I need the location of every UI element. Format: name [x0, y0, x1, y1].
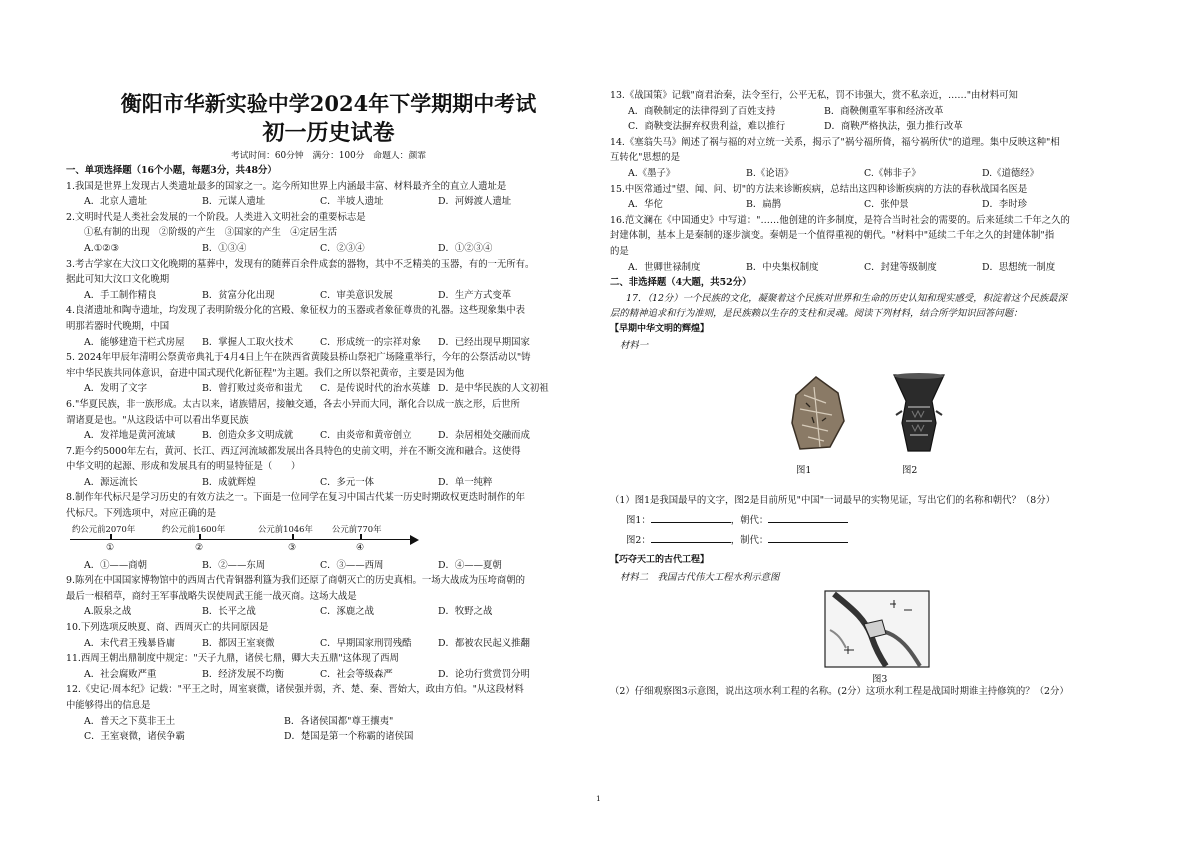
question-3-cont: 据此可知大汶口文化晚期 — [66, 274, 170, 286]
option: C．涿鹿之战 — [320, 606, 375, 618]
question-3: 3.考古学家在大汶口文化晚期的墓葬中，发现有的随葬百余件成套的器物，其中不乏精美的玉器，有的一无所有。 — [66, 258, 535, 270]
answer-line-2 — [610, 532, 1170, 549]
option: C．商鞅变法摒弃权贵利益，难以推行 — [628, 121, 786, 133]
options-q12-row2 — [66, 729, 591, 745]
option: A．源远流长 — [84, 476, 138, 488]
exam-meta: 考试时间：60分钟 满分：100分 命题人：颜霏 — [230, 151, 427, 161]
option: B．元谋人遗址 — [202, 196, 266, 208]
option: B．贫富分化出现 — [202, 289, 275, 301]
options-q4 — [66, 335, 591, 351]
question-9-cont: 最后一根稻草，商纣王军事战略失误使周武王能一战灭商。这场大战是 — [66, 590, 357, 602]
question-17-1: （1）图1是我国最早的文字，图2是目前所见"中国"一词最早的实物见证，写出它们的名称和朝代？（8分） — [610, 495, 1055, 507]
option: C．王室衰微，诸侯争霸 — [84, 731, 185, 743]
option: D．是中华民族的人文初祖 — [438, 383, 549, 395]
exam-subtitle: 初一历史试卷 — [262, 120, 395, 146]
page-number: 1 — [596, 794, 601, 803]
option: D．都被农民起义推翻 — [438, 637, 530, 649]
oracle-bone-image — [786, 373, 848, 453]
option: C．审美意识发展 — [320, 289, 393, 301]
heading-early-civilization: 【早期中华文明的辉煌】 — [610, 323, 710, 334]
figure-2-label: 图2 — [902, 465, 918, 477]
option: B．②——东周 — [202, 559, 266, 571]
timeline-label: 约公元前2070年 — [72, 523, 136, 534]
question-5: 5. 2024年甲辰年清明公祭黄帝典礼于4月4日上午在陕西省黄陵县桥山祭祀广场隆重举行，今年的公祭活动以"铸 — [66, 352, 531, 364]
option: D．楚国是第一个称霸的诸侯国 — [284, 731, 414, 743]
options-q11 — [66, 667, 591, 683]
answer-blank[interactable] — [768, 512, 848, 523]
section-1-title: 一、单项选择题（16个小题，每题3分，共48分） — [66, 165, 277, 176]
question-8-cont: 代标尺。下列选项中，对应正确的是 — [66, 508, 217, 520]
water-project-map-image — [824, 590, 930, 668]
option: A.《墨子》 — [628, 167, 676, 179]
question-2: 2.文明时代是人类社会发展的一个阶段。人类进入文明社会的重要标志是 — [66, 211, 366, 223]
option: D．杂居相处交融而成 — [438, 430, 530, 442]
option: D.《道德经》 — [982, 167, 1040, 179]
timeline-ruler — [66, 522, 426, 558]
options-q5 — [66, 381, 591, 397]
answer-1-prefix: 图1： — [626, 514, 651, 526]
question-5-cont: 牢中华民族共同体意识，奋进中国式现代化新征程"为主题。我们之所以祭祀黄帝，主要是因为他 — [66, 367, 465, 379]
question-17-intro: 17．（12分）一个民族的文化，凝聚着这个民族对世界和生命的历史认知和现实感受，积淀着这个民族最深 — [626, 292, 1068, 304]
option: B．经济发展不均衡 — [202, 668, 284, 680]
option: A．发祥地是黄河流域 — [84, 430, 176, 442]
bronze-vessel-image — [892, 371, 946, 455]
figure-3-label: 图3 — [872, 674, 888, 686]
timeline-label: 公元前1046年 — [258, 523, 313, 534]
option: D．①②③④ — [438, 242, 493, 254]
option: C．形成统一的宗祥对象 — [320, 336, 421, 348]
option: B．曾打败过炎帝和蚩尤 — [202, 383, 303, 395]
timeline-mark: ① — [106, 542, 115, 553]
option: A.阪泉之战 — [84, 606, 132, 618]
option: D．牧野之战 — [438, 606, 493, 618]
option: A．社会腐败严重 — [84, 668, 157, 680]
option: A．末代君王残暴昏庸 — [84, 637, 176, 649]
timeline-mark: ④ — [356, 542, 365, 553]
question-14-cont: 互转化"思想的是 — [610, 152, 680, 164]
answer-blank[interactable] — [651, 512, 731, 523]
question-16-cont2: 的是 — [610, 245, 629, 257]
question-17-intro-cont: 层的精神追求和行为准则，是民族赖以生存的支柱和灵魂。阅读下列材料，结合所学知识回答问题： — [610, 308, 1023, 320]
question-14: 14.《塞翁失马》阐述了祸与福的对立统一关系，揭示了"祸兮福所倚，福兮祸所伏"的道理。集中反映这种"相 — [610, 136, 1060, 148]
option: A．华佗 — [628, 199, 663, 211]
options-q2 — [66, 241, 591, 257]
answer-blank[interactable] — [768, 532, 848, 543]
figures-row — [610, 353, 1170, 493]
option: A．手工制作精良 — [84, 289, 157, 301]
option: D．河姆渡人遗址 — [438, 196, 512, 208]
options-q16 — [610, 260, 1170, 276]
material-1-label: 材料一 — [620, 339, 649, 351]
question-7: 7.距今约5000年左右，黄河、长江、西辽河流域都发展出各具特色的史前文明，并在不断交流和融合。这使得 — [66, 445, 521, 457]
option: A．商鞅制定的法律得到了百姓支持 — [628, 105, 776, 117]
option: A．发明了文字 — [84, 383, 148, 395]
option: D．商鞅严格执法，强力推行改革 — [824, 121, 963, 133]
option: B．掌握人工取火技术 — [202, 336, 294, 348]
figure-3-row — [610, 586, 1170, 684]
question-6-cont: 谓诸夏是也。"从这段话中可以看出华夏民族 — [66, 414, 249, 426]
option: C．②③④ — [320, 242, 365, 254]
timeline-label: 公元前770年 — [332, 523, 382, 534]
option: B．①③④ — [202, 242, 247, 254]
answer-1-mid: ，朝代： — [730, 514, 769, 526]
question-9: 9.陈列在中国国家博物馆中的西周古代青铜器利簋为我们还原了商朝灭亡的历史真相。一场大战成为压垮商朝的 — [66, 575, 525, 587]
option: C．社会等级森严 — [320, 668, 393, 680]
option: D．思想统一制度 — [982, 261, 1056, 273]
timeline-arrow — [410, 535, 419, 545]
timeline-tick — [292, 534, 294, 540]
option: A.①②③ — [84, 242, 119, 254]
option: B．各诸侯国都"尊王攘夷" — [284, 715, 394, 727]
timeline-mark: ③ — [288, 542, 297, 553]
option: A．世卿世禄制度 — [628, 261, 701, 273]
option: A．①——商朝 — [84, 559, 148, 571]
answer-line-1 — [610, 512, 1170, 529]
question-12: 12.《史记·周本纪》记载："平王之时，周室衰微，诸侯强并弱，齐、楚、秦、晋始大，政由方伯。"从这段材料 — [66, 684, 524, 696]
options-q13-row2 — [610, 119, 1170, 135]
option: D．④——夏朝 — [438, 559, 502, 571]
question-16-cont: 封建体制，基本上是秦制的逐步演变。秦朝是一个值得重视的朝代。"材料中"延续二千年之久的封建体制"指 — [610, 230, 1055, 242]
timeline-label: 约公元前1600年 — [162, 523, 226, 534]
options-q10 — [66, 636, 591, 652]
option: B．长平之战 — [202, 606, 256, 618]
exam-title: 衡阳市华新实验中学2024年下学期期中考试 — [120, 91, 537, 116]
right-column — [610, 88, 1170, 700]
options-q1 — [66, 194, 591, 210]
options-q8 — [66, 558, 591, 574]
option: C．早期国家刑罚残酷 — [320, 637, 412, 649]
option: A．能够建造干栏式房屋 — [84, 336, 185, 348]
question-4-cont: 明那若器时代晚期，中国 — [66, 320, 170, 332]
heading-ancient-engineering: 【巧夺天工的古代工程】 — [610, 554, 710, 565]
option: D．论功行赏赏罚分明 — [438, 668, 530, 680]
options-q12-row1 — [66, 714, 591, 730]
question-4: 4.良渚遗址和陶寺遗址，均发现了表明阶级分化的宫殿、象征权力的玉器或者象征尊贵的礼器。这些现象集中表 — [66, 305, 525, 317]
question-2-items: ①私有制的出现 ②阶级的产生 ③国家的产生 ④定居生活 — [84, 227, 338, 239]
option: C．由炎帝和黄帝创立 — [320, 430, 412, 442]
option: C.《韩非子》 — [864, 167, 921, 179]
question-1: 1.我国是世界上发现古人类遗址最多的国家之一。迄今所知世界上内涵最丰富、材料最齐全的直立人遗址是 — [66, 180, 507, 192]
option: A．普天之下莫非王土 — [84, 715, 176, 727]
options-q9 — [66, 604, 591, 620]
option: D．生产方式变革 — [438, 289, 512, 301]
answer-blank[interactable] — [651, 532, 731, 543]
option: B.《论语》 — [746, 167, 794, 179]
answer-2-prefix: 图2： — [626, 535, 651, 547]
option: C．多元一体 — [320, 476, 375, 488]
options-q7 — [66, 475, 591, 491]
option: C．③——西周 — [320, 559, 384, 571]
option: C．半坡人遗址 — [320, 196, 384, 208]
option: D．李时珍 — [982, 199, 1028, 211]
option: B．创造众多文明成就 — [202, 430, 294, 442]
timeline-tick — [110, 534, 112, 540]
option: D．已经出现早期国家 — [438, 336, 530, 348]
option: C．是传说时代的治水英雄 — [320, 383, 431, 395]
timeline-tick — [199, 534, 201, 540]
question-6: 6."华夏民族，非一族形成。太古以来，诸族错居，接触交通，各去小异而大同，渐化合以成一族之形，后世所 — [66, 398, 520, 410]
option: D．单一纯粹 — [438, 476, 493, 488]
left-column — [66, 90, 591, 745]
option: B．中央集权制度 — [746, 261, 819, 273]
option: C．封建等级制度 — [864, 261, 937, 273]
options-q13-row1 — [610, 104, 1170, 120]
question-16: 16.范文澜在《中国通史》中写道："……他创建的许多制度，是符合当时社会的需要的。后来延续二千年之久的 — [610, 214, 1070, 226]
option: C．张仲景 — [864, 199, 909, 211]
question-12-cont: 中能够得出的信息是 — [66, 700, 151, 711]
question-7-cont: 中华文明的起源、形成和发展具有的明显特征是（ ） — [66, 461, 301, 473]
options-q6 — [66, 428, 591, 444]
section-2-title: 二、非选择题（4大题，共52分） — [610, 277, 752, 289]
question-8: 8.制作年代标尺是学习历史的有效方法之一。下面是一位同学在复习中国古代某一历史时期政权更迭时制作的年 — [66, 492, 525, 504]
timeline-tick — [360, 534, 362, 540]
timeline-mark: ② — [195, 542, 204, 553]
option: A．北京人遗址 — [84, 196, 148, 208]
material-2-label: 材料二 我国古代伟大工程水利示意图 — [620, 572, 780, 584]
options-q14 — [610, 166, 1170, 182]
figure-1-label: 图1 — [796, 465, 812, 477]
question-11: 11.西周王朝出鼎制度中规定："天子九鼎，诸侯七鼎，卿大夫五鼎"这体现了西周 — [66, 653, 399, 665]
option: B．都因王室衰微 — [202, 637, 275, 649]
options-q3 — [66, 288, 591, 304]
answer-2-mid: ，制代： — [730, 535, 769, 547]
question-10: 10.下列选项反映夏、商、西周灭亡的共同原因是 — [66, 622, 269, 634]
question-17-2: （2）仔细观察图3示意图，说出这项水利工程的名称。(2分）这项水利工程是战国时期谁主持修筑的？（2分） — [610, 686, 1069, 698]
options-q15 — [610, 197, 1170, 213]
question-13: 13.《战国策》记载"商君治秦，法令至行，公平无私，罚不讳强大，赏不私亲近，……"由材料可知 — [610, 90, 1018, 101]
option: B．成就辉煌 — [202, 476, 256, 488]
option: B．商鞅侧重军事和经济改革 — [824, 105, 944, 117]
question-15: 15.中医常通过"望、闻、问、切"的方法来诊断疾病，总结出这四种诊断疾病的方法的春秋战国名医是 — [610, 183, 1028, 195]
option: B．扁鹊 — [746, 199, 782, 211]
